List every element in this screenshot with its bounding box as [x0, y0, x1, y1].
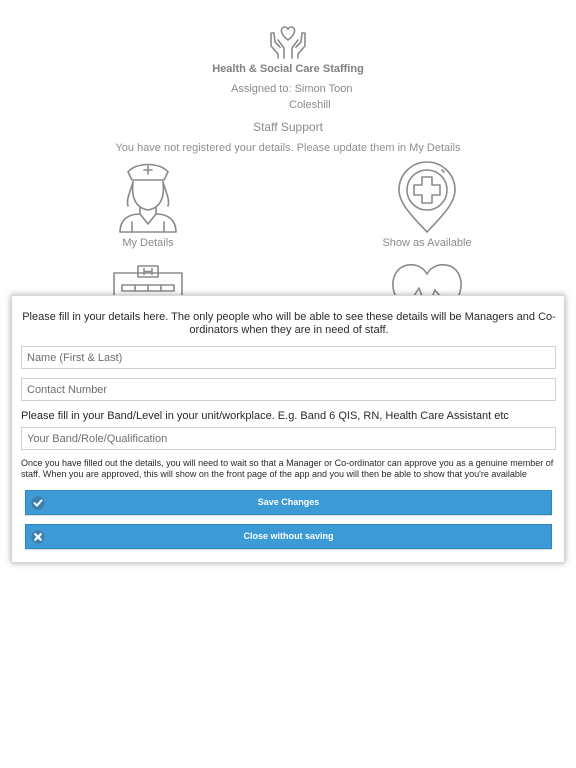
name-input[interactable]	[21, 346, 556, 369]
hands-heart-logo-icon	[268, 24, 308, 60]
band-instructions: Please fill in your Band/Level in your unit/workplace. E.g. Band 6 QIS, RN, Health Care Assistant etc	[21, 410, 509, 422]
app-title: Health & Social Care Staffing	[212, 63, 364, 75]
close-icon	[31, 530, 45, 544]
save-changes-label: Save Changes	[257, 497, 320, 507]
tile-my-details[interactable]	[88, 160, 208, 249]
tile-my-details-label: My Details	[122, 237, 174, 249]
tile-hospital[interactable]	[110, 263, 186, 297]
nurse-icon	[116, 160, 180, 234]
section-title: Staff Support	[253, 120, 323, 134]
heart-pulse-icon	[386, 262, 468, 296]
band-role-input[interactable]	[21, 427, 556, 450]
close-without-saving-button[interactable]	[25, 524, 552, 549]
location-pin-cross-icon	[396, 160, 458, 234]
registration-notice: You have not registered your details. Please update them in My Details	[115, 142, 461, 154]
tile-show-as-available[interactable]	[367, 160, 487, 249]
dialog-intro-text: Please fill in your details here. The only people who will be able to see these details will be Managers and Co-ordinators when they are in need of staff.	[22, 311, 556, 336]
save-changes-button[interactable]	[25, 490, 552, 515]
approval-note: Once you have filled out the details, you will need to wait so that a Manager or Co-ordinator can approve you as a genuine member of staff. When you are approved, this will show on the front page of the app and you will then be able to show that you're available	[21, 458, 554, 479]
close-without-saving-label: Close without saving	[243, 531, 334, 541]
location-text: Coleshill	[289, 99, 331, 111]
details-dialog	[11, 295, 565, 563]
hospital-icon	[110, 263, 186, 297]
tile-heart-monitor[interactable]	[386, 262, 468, 296]
tile-show-as-available-label: Show as Available	[382, 237, 472, 249]
contact-number-input[interactable]	[21, 378, 556, 401]
checkmark-icon	[31, 496, 45, 510]
assigned-to-text: Assigned to: Simon Toon	[231, 83, 353, 95]
